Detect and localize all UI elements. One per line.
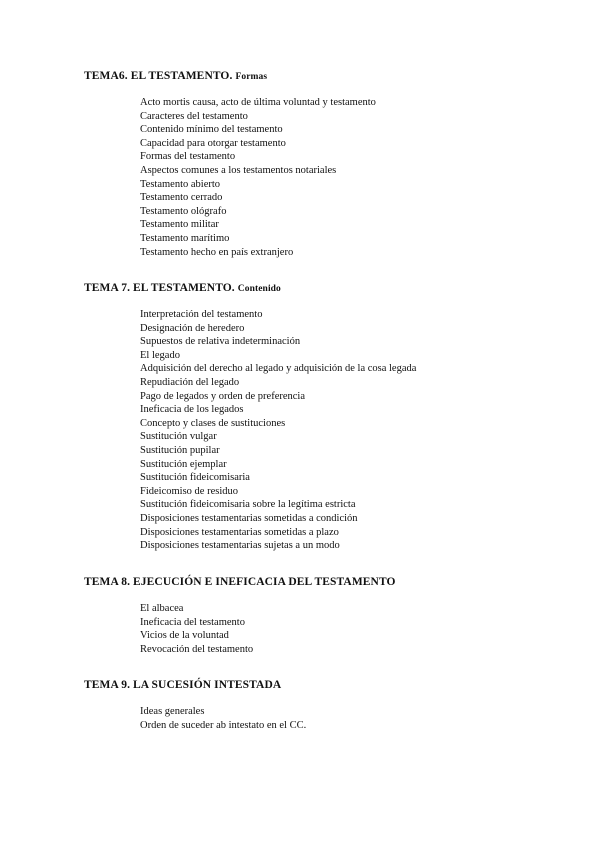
item-text: Sustitución fideicomisaria <box>140 472 250 484</box>
item-text: Pago de legados y orden de preferencia <box>140 390 306 402</box>
section-title: TEMA 7. EL TESTAMENTO. <box>84 282 235 294</box>
item-text: Testamento cerrado <box>140 192 223 204</box>
item-text: Repudiación del legado <box>140 376 240 388</box>
item-text: Ideas generales <box>140 706 205 717</box>
item-text: Aspectos comunes a los testamentos notariales <box>140 164 337 176</box>
item-text: Orden de suceder ab intestato en el CC. <box>140 719 307 731</box>
section-title: TEMA 8. EJECUCIÓN E INEFICACIA DEL TESTAMENTO <box>84 576 396 588</box>
item-text: Formas del testamento <box>140 151 236 163</box>
item-text: Fideicomiso de residuo <box>140 485 238 497</box>
section-title: TEMA6. EL TESTAMENTO. <box>84 70 233 82</box>
item-text: Ineficacia de los legados <box>140 404 244 416</box>
item-text: El albacea <box>140 603 184 614</box>
item-text: Ineficacia del testamento <box>140 616 245 628</box>
item-text: Sustitución pupilar <box>140 444 220 456</box>
item-text: Capacidad para otorgar testamento <box>140 137 286 149</box>
item-text: Testamento abierto <box>140 178 221 190</box>
item-text: Supuestos de relativa indeterminación <box>140 336 301 348</box>
section-heading <box>84 282 281 294</box>
item-text: Revocación del testamento <box>140 643 254 655</box>
item-text: Sustitución vulgar <box>140 431 217 443</box>
item-text: Testamento ológrafo <box>140 205 227 217</box>
section-heading <box>84 576 396 588</box>
item-text: Concepto y clases de sustituciones <box>140 417 286 429</box>
item-text: Disposiciones testamentarias sujetas a un modo <box>140 540 340 552</box>
item-text: Disposiciones testamentarias sometidas a plazo <box>140 526 339 538</box>
item-text: Designación de heredero <box>140 322 245 334</box>
item-text: El legado <box>140 349 180 361</box>
section-subtitle: Formas <box>235 72 268 82</box>
section-heading <box>84 70 267 82</box>
item-text: Testamento marítimo <box>140 232 230 244</box>
item-text: Sustitución fideicomisaria sobre la legítima estricta <box>140 499 356 511</box>
item-text: Interpretación del testamento <box>140 309 263 320</box>
section-subtitle: Contenido <box>237 284 281 294</box>
item-text: Adquisición del derecho al legado y adquisición de la cosa legada <box>140 363 417 375</box>
item-text: Sustitución ejemplar <box>140 458 227 470</box>
section-title: TEMA 9. LA SUCESIÓN INTESTADA <box>84 679 282 691</box>
item-text: Disposiciones testamentarias sometidas a condición <box>140 512 358 524</box>
item-text: Vicios de la voluntad <box>140 630 229 642</box>
item-text: Caracteres del testamento <box>140 110 248 122</box>
section-heading <box>84 679 281 691</box>
item-text: Acto mortis causa, acto de última voluntad y testamento <box>140 97 376 108</box>
item-text: Testamento militar <box>140 219 219 231</box>
item-text: Testamento hecho en país extranjero <box>140 246 294 258</box>
item-text: Contenido mínimo del testamento <box>140 124 283 136</box>
